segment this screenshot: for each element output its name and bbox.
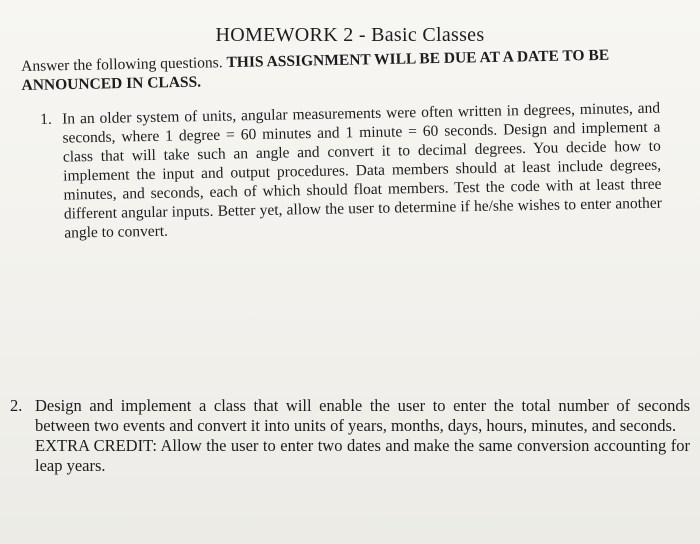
- question-2: [10, 396, 690, 476]
- question-2-body: [35, 396, 690, 476]
- question-2-number: 2.: [10, 396, 23, 415]
- question-1-text: In an older system of units, angular measurements were often written in degrees, minutes, and seconds, where 1 degree = 60 minutes and 1 minute = 60 seconds. Design and implement a class that will take such an angle and convert it to decimal degrees. You decide how to implement the input and output procedures. Data members should at least include degrees, minutes, and seconds, each of which should float members. Test the code with at least three different angular inputs. Better yet, allow the user to determine if he/she wishes to enter another angle to convert.: [62, 99, 662, 242]
- intro-lead: Answer the following questions.: [21, 54, 223, 75]
- question-1-number: 1.: [40, 110, 52, 128]
- intro-instructions: [21, 44, 682, 95]
- intro-due-notice: THIS ASSIGNMENT WILL BE DUE AT A DATE TO BE ANNOUNCED IN CLASS.: [21, 46, 610, 94]
- page-title: [0, 24, 700, 47]
- question-1: [40, 99, 662, 243]
- question-2-extra-credit: EXTRA CREDIT: Allow the user to enter two dates and make the same conversion accounting for leap years.: [35, 436, 690, 475]
- question-2-text: Design and implement a class that will enable the user to enter the total number of seconds between two events and convert it into units of years, months, days, hours, minutes, and seconds.: [35, 396, 690, 435]
- title-text: HOMEWORK 2 - Basic Classes: [215, 24, 485, 46]
